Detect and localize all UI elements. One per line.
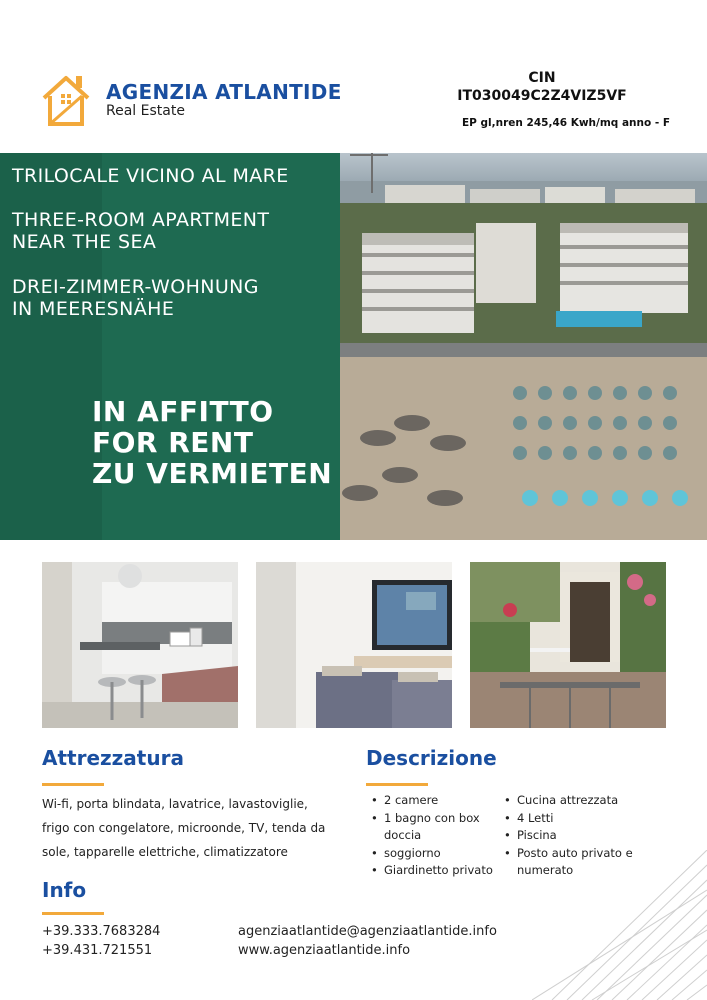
hero-title-de-2: IN MEERESNÄHE [12,298,175,320]
hero-title-en: THREE-ROOM APARTMENT [12,209,270,231]
equipment-title: Attrezzatura [42,746,184,770]
description-title: Descrizione [366,746,497,770]
list-item: • Giardinetto privato [371,862,506,880]
rent-it: IN AFFITTO [92,395,274,428]
equipment-line: Wi-fi, porta blindata, lavatrice, lavastoviglie, [42,797,308,811]
phone-1[interactable]: +39.333.7683284 [42,924,161,939]
list-item-continuation [371,827,506,845]
hero-title-it: TRILOCALE VICINO AL MARE [12,165,289,187]
equipment-line: frigo con congelatore, microonde, TV, tenda da [42,821,326,835]
cin-code: IT030049C2Z4VIZ5VF [457,88,627,104]
equipment-underline [42,783,104,786]
email-link[interactable]: agenziaatlantide@agenziaatlantide.info [238,924,497,939]
hero-banner [0,153,707,540]
equipment-text [42,792,352,864]
list-item: • 2 camere [371,792,506,810]
list-item: • 4 Letti [504,810,664,828]
equipment-line: sole, tapparelle elettriche, climatizzatore [42,845,288,859]
kitchen-photo [42,562,238,728]
hero-title-en-2: NEAR THE SEA [12,231,157,253]
info-title: Info [42,878,87,902]
list-item: • soggiorno [371,845,506,863]
website-link[interactable]: www.agenziaatlantide.info [238,943,411,958]
brand-name: AGENZIA ATLANTIDE [106,80,342,104]
brand-subtitle: Real Estate [106,103,185,119]
rent-de: ZU VERMIETEN [92,457,333,490]
list-item-text: numerato [517,863,574,877]
phone-2[interactable]: +39.431.721551 [42,943,153,958]
description-underline [366,783,428,786]
energy-class: EP gl,nren 245,46 Kwh/mq anno - F [462,117,671,129]
info-underline [42,912,104,915]
hero-title-de: DREI-ZIMMER-WOHNUNG [12,276,259,298]
description-list-left [371,792,506,880]
house-logo-icon [40,72,92,134]
list-item: • Posto auto privato e [504,845,664,863]
list-item: • 1 bagno con box [371,810,506,828]
list-item: • Piscina [504,827,664,845]
rent-en: FOR RENT [92,426,254,459]
list-item-text: doccia [384,828,422,842]
list-item: • Cucina attrezzata [504,792,664,810]
garden-photo [470,562,666,728]
decorative-lines [532,850,707,1000]
cin-label: CIN [528,70,556,86]
bedroom-photo [256,562,452,728]
